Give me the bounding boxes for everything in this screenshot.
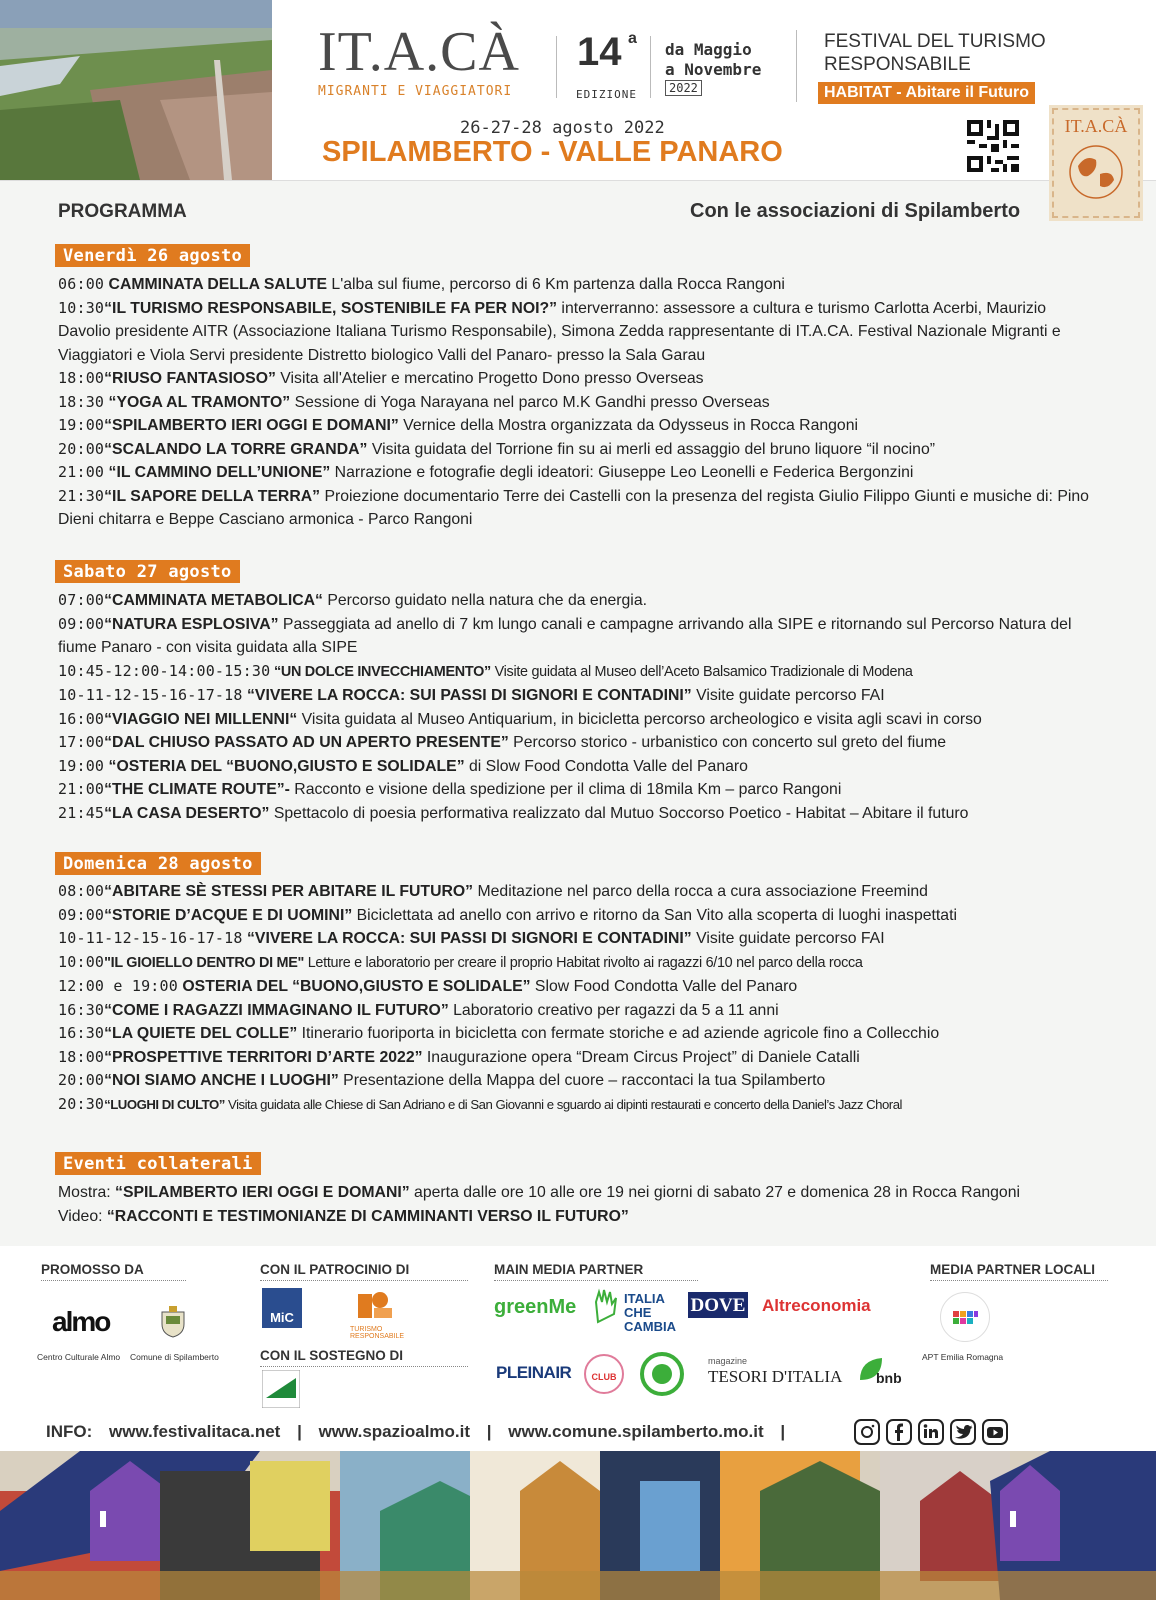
header (0, 0, 1156, 181)
event-title: “VIAGGIO NEI MILLENNI“ (104, 710, 298, 728)
festival-name (824, 30, 1046, 76)
event-row (58, 951, 1098, 976)
pleinair-club-badge[interactable] (584, 1354, 624, 1394)
season-line2: a Novembre (665, 60, 762, 79)
logo-subtitle: MIGRANTI E VIAGGIATORI (318, 84, 513, 99)
site-link-almo[interactable]: www.spazioalmo.it (318, 1422, 471, 1441)
separator: | (297, 1422, 302, 1441)
greenme-logo[interactable]: greenMe (494, 1296, 577, 1318)
day-label: Venerdì 26 agosto (55, 244, 250, 267)
event-title: “SPILAMBERTO IERI OGGI E DOMANI” (104, 417, 399, 434)
ecobnb-logo[interactable]: bnb (876, 1370, 902, 1386)
event-desc: Inaugurazione opera “Dream Circus Project” di Daniele Catalli (422, 1048, 860, 1066)
event-kind: Mostra: (58, 1184, 111, 1201)
event-title: “LA CASA DESERTO” (104, 804, 270, 822)
turismo-responsabile-icon (356, 1288, 396, 1322)
event-title: “IL SAPORE DELLA TERRA” (104, 487, 321, 505)
event-row (58, 273, 1098, 297)
divider (796, 30, 797, 102)
event-row (58, 1069, 1098, 1093)
event-time: 21:45 (58, 803, 105, 822)
comune-crest-icon[interactable] (160, 1306, 186, 1338)
event-row (58, 367, 1098, 391)
event-row (58, 778, 1098, 802)
event-time: 16:30 (58, 1024, 105, 1042)
event-desc: aperta dalle ore 10 alle ore 19 nei giorni di sabato 27 e domenica 28 in Rocca Rangoni (409, 1184, 1021, 1201)
event-time: 06:00 (58, 275, 105, 293)
event-desc: Spettacolo di poesia performativa realizzato dal Mutuo Soccorso Poetico - Habitat – Abitare il futuro (269, 804, 969, 822)
event-row (58, 1093, 1098, 1117)
event-title: “STORIE D’ACQUE E DI UOMINI” (104, 906, 353, 924)
decorative-houses-artwork (0, 1451, 1156, 1600)
event-row (58, 999, 1098, 1023)
hand-icon (590, 1288, 620, 1324)
event-row (58, 904, 1098, 928)
event-desc: Percorso storico - urbanistico con concerto sul greto del fiume (508, 734, 947, 751)
event-title: “RACCONTI E TESTIMONIANZE DI CAMMINANTI VERSO IL FUTURO” (102, 1207, 629, 1225)
habitat-badge: HABITAT - Abitare il Futuro (818, 82, 1035, 104)
event-time: 21:00 (58, 463, 105, 481)
event-desc: Slow Food Condotta Valle del Panaro (530, 978, 798, 995)
event-desc: Percorso guidato nella natura che da energia. (322, 592, 647, 609)
event-title: “COME I RAGAZZI IMMAGINANO IL FUTURO” (104, 1001, 449, 1019)
event-time: 18:30 (58, 392, 105, 411)
associations-label: Con le associazioni di Spilamberto (690, 200, 1021, 222)
event-time: 10:00 (58, 952, 105, 971)
event-desc: Biciclettata ad anello con arrivo e ritorno da San Vito alla scoperta di luoghi inaspettati (352, 906, 957, 924)
event-row (58, 755, 1098, 779)
event-title: CAMMINATA DELLA SALUTE (104, 276, 328, 293)
event-desc: Racconto e visione della spedizione per il clima di 18mila Km – parco Rangoni (289, 781, 842, 798)
edition-sup: a (628, 30, 637, 47)
facebook-icon[interactable] (886, 1419, 912, 1445)
apt-caption: APT Emilia Romagna (922, 1352, 1004, 1362)
day-events (58, 589, 1098, 825)
event-title: “PROSPETTIVE TERRITORI D’ARTE 2022” (104, 1048, 423, 1066)
event-title: “LUOGHI DI CULTO” (104, 1096, 225, 1112)
event-desc: Sessione di Yoga Narayana nel parco M.K Gandhi presso Overseas (290, 393, 770, 411)
event-row (58, 297, 1098, 368)
edition-label: EDIZIONE (576, 88, 637, 101)
main-media-heading: MAIN MEDIA PARTNER (494, 1262, 698, 1281)
day-events (58, 880, 1098, 1116)
season-line1: da Maggio (665, 40, 752, 59)
event-desc: Visite guidate percorso FAI (691, 930, 885, 947)
day-label: Sabato 27 agosto (55, 560, 240, 583)
event-desc: interverranno: assessore a cultura e turismo Carlotta Acerbi, Maurizio Davolio presidente AITR (Associazione Italiana Turismo Responsabile), Simona Zedda rappresentante di IT.A.CA. Festival Nazionale Migranti e Viaggiatori e Viola Servi presidente Distretto biologico Valli del Panaro- presso la Sala Garau (58, 299, 1061, 364)
event-desc: Vernice della Mostra organizzata da Odysseus in Rocca Rangoni (398, 417, 859, 434)
day-label: Eventi collaterali (55, 1152, 261, 1175)
day-events (58, 273, 1098, 532)
event-title: “VIVERE LA ROCCA: SUI PASSI DI SIGNORI E CONTADINI” (242, 687, 692, 704)
event-time: 18:00 (58, 369, 105, 387)
event-title: “CAMMINATA METABOLICA“ (104, 592, 323, 609)
event-desc: L'alba sul fiume, percorso di 6 Km partenza dalla Rocca Rangoni (327, 276, 785, 293)
event-row (58, 461, 1098, 485)
program-title: PROGRAMMA (58, 201, 187, 222)
event-desc: Proiezione documentario Terre dei Castelli con la presenza del regista Giulio Filippo Giunti e musiche di: Pino Dieni chitarra e Beppe Casciano armonica - Parco Rangoni (58, 487, 1089, 528)
altreconomia-logo[interactable]: Altreconomia (762, 1296, 871, 1315)
event-title: “NATURA ESPLOSIVA” (104, 615, 279, 633)
event-desc: Visita all'Atelier e mercatino Progetto Dono presso Overseas (275, 370, 704, 387)
event-title: “THE CLIMATE ROUTE”- (104, 781, 290, 798)
separator: | (486, 1422, 492, 1441)
pleinair-club-label: CLUB (591, 1372, 617, 1382)
event-time: 21:00 (58, 780, 105, 798)
itaca-stamp (1052, 108, 1140, 218)
day-label: Domenica 28 agosto (55, 852, 261, 875)
info-line (46, 1422, 785, 1442)
site-link-festival[interactable]: www.festivalitaca.net (109, 1422, 281, 1441)
event-title: "IL GIOIELLO DENTRO DI ME" (104, 954, 305, 971)
event-time: 09:00 (58, 905, 105, 924)
event-time: 18:00 (58, 1047, 105, 1066)
event-time: 10:30 (58, 298, 105, 317)
qr-code[interactable] (967, 120, 1019, 172)
event-row (58, 438, 1098, 462)
event-title: “SPILAMBERTO IERI OGGI E DOMANI” (110, 1184, 410, 1201)
event-time: 07:00 (58, 591, 105, 609)
separator: | (780, 1422, 786, 1441)
event-time: 20:30 (58, 1094, 105, 1113)
event-row (58, 975, 1098, 999)
almo-caption: Centro Culturale Almo (37, 1352, 121, 1362)
collateral-events (58, 1181, 1098, 1228)
event-row (58, 660, 1098, 685)
event-row (58, 613, 1098, 660)
event-row (58, 1181, 1098, 1205)
event-title: “DAL CHIUSO PASSATO AD UN APERTO PRESENTE” (104, 734, 509, 751)
event-desc: di Slow Food Condotta Valle del Panaro (464, 757, 748, 775)
turismo-logo[interactable]: TURISMO RESPONSABILE (350, 1326, 405, 1340)
event-row (58, 485, 1098, 532)
event-desc: Visita guidata alle Chiese di San Adriano e di San Giovanni e sguardo ai dipinti restaurati e concerto della Daniel’s Jazz Choral (224, 1096, 902, 1112)
promoted-by-heading: PROMOSSO DA (41, 1262, 186, 1281)
event-row (58, 880, 1098, 904)
event-time: 12:00 e 19:00 (58, 977, 178, 995)
instagram-icon[interactable] (854, 1419, 880, 1445)
event-time: 10-11-12-15-16-17-18 (58, 929, 243, 947)
comune-caption: Comune di Spilamberto (130, 1352, 219, 1362)
local-media-heading: MEDIA PARTNER LOCALI (930, 1262, 1108, 1281)
edition-number: 14 (577, 30, 622, 74)
event-time: 16:30 (58, 1000, 105, 1019)
event-desc: Narrazione e fotografie degli ideatori: Giuseppe Leo Leonelli e Federica Bergonzini (330, 464, 914, 481)
tesori-small: magazine (708, 1356, 748, 1366)
info-label: INFO: (46, 1422, 93, 1441)
event-title: “YOGA AL TRAMONTO” (104, 393, 291, 411)
event-desc: Visite guidate percorso FAI (691, 687, 885, 704)
stamp-title: IT.A.CÀ (1064, 116, 1128, 136)
green-planner-icon[interactable] (640, 1352, 684, 1396)
divider (556, 36, 557, 98)
year-badge: 2022 (665, 80, 702, 96)
event-desc: Presentazione della Mappa del cuore – raccontaci la tua Spilamberto (338, 1072, 826, 1089)
festival-line2: RESPONSABILE (824, 54, 971, 75)
event-time: 10:45-12:00-14:00-15:30 (58, 661, 271, 680)
event-row (58, 708, 1098, 732)
youtube-icon[interactable] (982, 1419, 1008, 1445)
event-desc: Letture e laboratorio per creare il proprio Habitat rivolto ai ragazzi 6/10 nel parco della rocca (304, 954, 863, 971)
event-title: “RIUSO FANTASIOSO” (104, 370, 276, 387)
patronage-heading: CON IL PATROCINIO DI (260, 1262, 468, 1281)
event-time: 10-11-12-15-16-17-18 (58, 686, 243, 704)
event-place: SPILAMBERTO - VALLE PANARO (322, 136, 783, 168)
event-time: 19:00 (58, 756, 105, 775)
logo-title: IT.A.CÀ (318, 21, 520, 83)
event-desc: Itinerario fuoriporta in bicicletta con fermate storiche e ad aziende agricole fino a Collecchio (297, 1025, 940, 1042)
event-title: “SCALANDO LA TORRE GRANDA” (104, 440, 368, 458)
event-row (58, 391, 1098, 415)
event-dates: 26-27-28 agosto 2022 (460, 118, 665, 138)
event-desc: Passeggiata ad anello di 7 km lungo canali e campagne arrivando alla SIPE e ritornando sul Percorso Natura del fiume Panaro - con visita guidata alla SIPE (58, 615, 1072, 656)
italia-che-cambia-logo[interactable]: ITALIA CHE CAMBIA (624, 1291, 676, 1334)
event-time: 17:00 (58, 733, 105, 751)
event-row (58, 731, 1098, 755)
event-desc: Visita guidata del Torrione fin su ai merli ed assaggio del bruno liquore “il nocino” (367, 440, 935, 458)
event-time: 21:30 (58, 486, 105, 505)
event-row (58, 802, 1098, 826)
event-row (58, 414, 1098, 438)
divider (650, 36, 651, 98)
regione-emilia-romagna-icon[interactable] (262, 1370, 300, 1408)
dove-logo[interactable]: DOVE (688, 1292, 748, 1318)
apt-emilia-romagna-icon[interactable] (940, 1292, 990, 1342)
event-time: 09:00 (58, 614, 105, 633)
event-title: “IL TURISMO RESPONSABILE, SOSTENIBILE FA PER NOI?” (104, 299, 558, 317)
event-time: 16:00 (58, 709, 105, 728)
aerial-photo (0, 0, 272, 180)
event-title: “VIVERE LA ROCCA: SUI PASSI DI SIGNORI E CONTADINI” (242, 930, 692, 947)
festival-line1: FESTIVAL DEL TURISMO (824, 31, 1046, 52)
event-row (58, 589, 1098, 613)
event-row (58, 927, 1098, 951)
event-title: OSTERIA DEL “BUONO,GIUSTO E SOLIDALE” (178, 978, 531, 995)
event-time: 08:00 (58, 882, 105, 900)
support-heading: CON IL SOSTEGNO DI (260, 1348, 468, 1367)
season-dates (665, 40, 761, 80)
event-title: “IL CAMMINO DELL’UNIONE” (104, 464, 331, 481)
almo-logo[interactable]: almo (52, 1306, 110, 1337)
event-desc: Visita guidata al Museo Antiquarium, in bicicletta percorso archeologico e visita agli scavi in corso (297, 710, 982, 728)
site-link-comune[interactable]: www.comune.spilamberto.mo.it (508, 1422, 764, 1441)
event-time: 19:00 (58, 416, 105, 434)
linkedin-icon[interactable] (918, 1419, 944, 1445)
event-kind: Video: (58, 1207, 103, 1225)
event-row (58, 684, 1098, 708)
tesori-logo[interactable]: TESORI D'ITALIA (708, 1367, 843, 1386)
event-desc: Laboratorio creativo per ragazzi da 5 a 11 anni (448, 1001, 779, 1019)
event-title: “UN DOLCE INVECCHIAMENTO” (270, 663, 491, 680)
event-time: 20:00 (58, 1071, 105, 1089)
event-row (58, 1046, 1098, 1070)
event-title: “NOI SIAMO ANCHE I LUOGHI” (104, 1072, 339, 1089)
event-row (58, 1205, 1098, 1229)
pleinair-logo[interactable]: PLEINAIR (496, 1363, 572, 1382)
event-time: 20:00 (58, 439, 105, 458)
event-desc: Visite guidata al Museo dell’Aceto Balsamico Tradizionale di Modena (490, 663, 913, 680)
event-desc: Meditazione nel parco della rocca a cura associazione Freemind (473, 883, 928, 900)
mic-logo[interactable]: MiC (262, 1288, 302, 1328)
event-title: “OSTERIA DEL “BUONO,GIUSTO E SOLIDALE” (104, 757, 465, 775)
event-title: “LA QUIETE DEL COLLE” (104, 1025, 298, 1042)
event-title: “ABITARE SÈ STESSI PER ABITARE IL FUTURO” (104, 883, 474, 900)
twitter-icon[interactable] (950, 1419, 976, 1445)
event-row (58, 1022, 1098, 1046)
